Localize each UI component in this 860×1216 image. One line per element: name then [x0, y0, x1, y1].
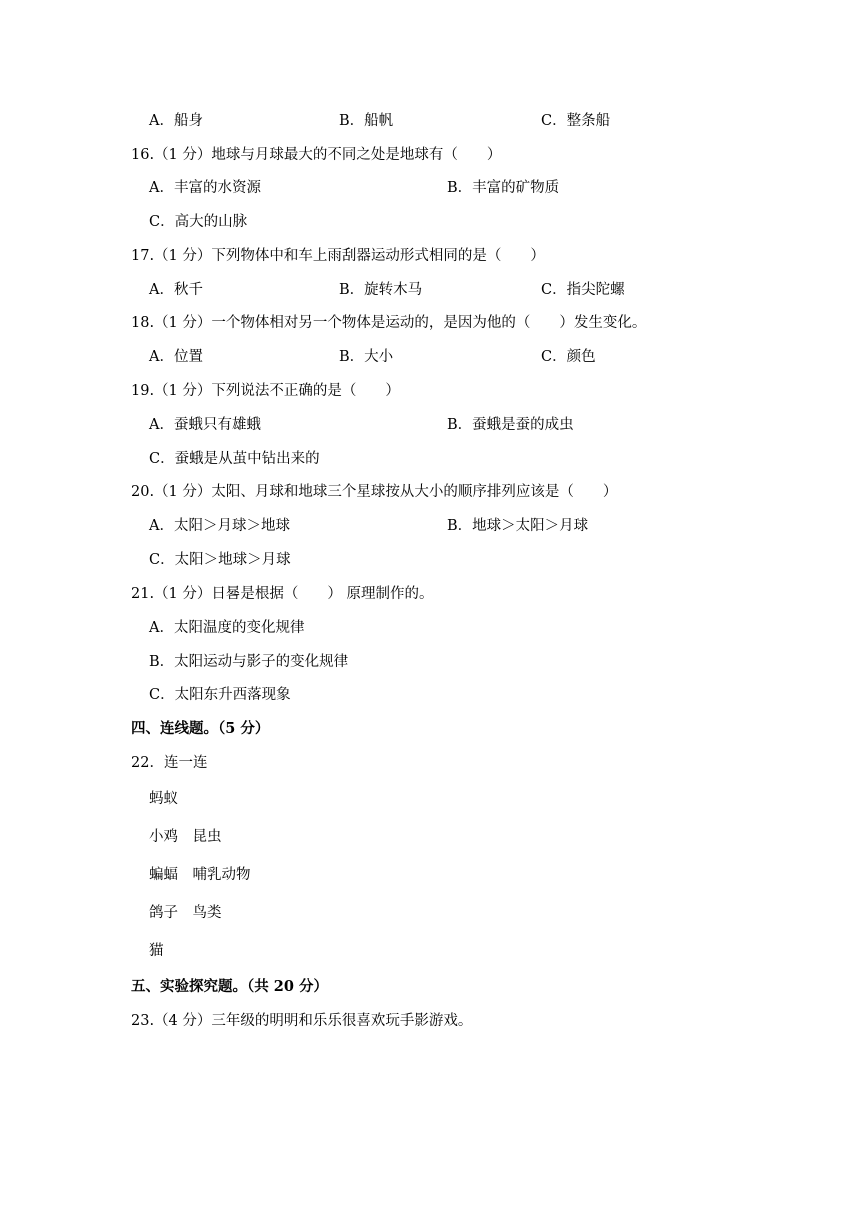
q22-row: 蝙蝠 哺乳动物 — [149, 867, 251, 883]
section-heading-matching: 四、连线题。（5 分） — [131, 720, 270, 737]
q16-option-c: C．高大的山脉 — [149, 214, 248, 230]
q23-stem: 23.（4 分）三年级的明明和乐乐很喜欢玩手影游戏。 — [131, 1013, 473, 1029]
q22-row: 小鸡 昆虫 — [149, 829, 222, 845]
q19-stem: 19.（1 分）下列说法不正确的是（ ） — [131, 383, 400, 399]
q21-stem: 21.（1 分）日晷是根据（ ） 原理制作的。 — [131, 586, 434, 602]
q20-option-a: A．太阳＞月球＞地球 — [149, 518, 290, 534]
q19-option-b: B．蚕蛾是蚕的成虫 — [447, 417, 574, 433]
q16-option-a: A．丰富的水资源 — [149, 180, 261, 196]
q15-option-c: C．整条船 — [541, 113, 611, 129]
q17-stem: 17.（1 分）下列物体中和车上雨刮器运动形式相同的是（ ） — [131, 248, 545, 264]
q17-option-b: B．旋转木马 — [339, 282, 423, 298]
section-heading-experiment: 五、实验探究题。（共 20 分） — [131, 978, 329, 995]
q20-option-c: C．太阳＞地球＞月球 — [149, 552, 291, 568]
q18-stem: 18.（1 分）一个物体相对另一个物体是运动的，是因为他的（ ）发生变化。 — [131, 315, 647, 331]
q17-option-c: C．指尖陀螺 — [541, 282, 625, 298]
q22-stem: 22．连一连 — [131, 755, 208, 771]
q21-option-b: B．太阳运动与影子的变化规律 — [149, 654, 349, 670]
q19-option-c: C．蚕蛾是从茧中钻出来的 — [149, 451, 320, 467]
q21-option-a: A．太阳温度的变化规律 — [149, 620, 305, 636]
q21-option-c: C．太阳东升西落现象 — [149, 687, 291, 703]
q18-option-b: B．大小 — [339, 349, 394, 365]
q22-row: 猫 — [149, 943, 164, 959]
q18-option-c: C．颜色 — [541, 349, 596, 365]
q19-option-a: A．蚕蛾只有雄蛾 — [149, 417, 261, 433]
q20-option-b: B．地球＞太阳＞月球 — [447, 518, 589, 534]
q22-row: 蚂蚁 — [149, 791, 178, 807]
q15-option-a: A．船身 — [149, 113, 203, 129]
q22-row: 鸽子 鸟类 — [149, 905, 222, 921]
q16-option-b: B．丰富的矿物质 — [447, 180, 560, 196]
q15-option-b: B．船帆 — [339, 113, 394, 129]
q18-option-a: A．位置 — [149, 349, 203, 365]
q20-stem: 20.（1 分）太阳、月球和地球三个星球按从大小的顺序排列应该是（ ） — [131, 484, 618, 500]
q17-option-a: A．秋千 — [149, 282, 203, 298]
q16-stem: 16.（1 分）地球与月球最大的不同之处是地球有（ ） — [131, 147, 502, 163]
